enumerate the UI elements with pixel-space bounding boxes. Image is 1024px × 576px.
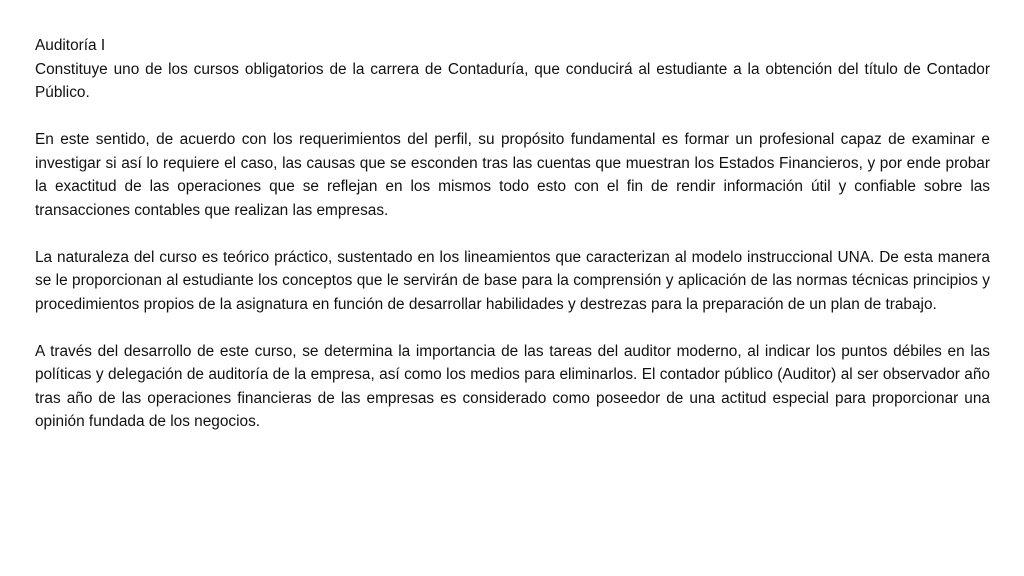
paragraph-4: A través del desarrollo de este curso, se determina la importancia de las tareas del auditor moderno, al indicar los puntos débiles en las políticas y delegación de auditoría de la empresa, así como los medios para eliminarlos. El contador público (Auditor) al ser observador año tras año de las operaciones financieras de las empresas es considerado como poseedor de una actitud especial para proporcionar una opinión fundada de los negocios. [35,342,990,430]
document-title: Auditoría I [35,37,106,54]
paragraph-2: En este sentido, de acuerdo con los requerimientos del perfil, su propósito fundamental es formar un profesional capaz de examinar e investigar si así lo requiere el caso, las causas que se esconden tras las cuentas que muestran los Estados Financieros, y por ende probar la exactitud de las operaciones que se reflejan en los mismos todo esto con el fin de rendir información útil y confiable sobre las transacciones contables que realizan las empresas. [35,131,990,219]
paragraph-3: La naturaleza del curso es teórico práctico, sustentado en los lineamientos que caracterizan al modelo instruccional UNA. De esta manera se le proporcionan al estudiante los conceptos que le servirán de base para la comprensión y aplicación de las normas técnicas principios y procedimientos propios de la asignatura en función de desarrollar habilidades y destrezas para la preparación de un plan de trabajo. [35,248,990,313]
paragraph-1: Constituye uno de los cursos obligatorios de la carrera de Contaduría, que conducirá al estudiante a la obtención del título de Contador Público. [35,60,990,101]
text-body [35,34,990,457]
